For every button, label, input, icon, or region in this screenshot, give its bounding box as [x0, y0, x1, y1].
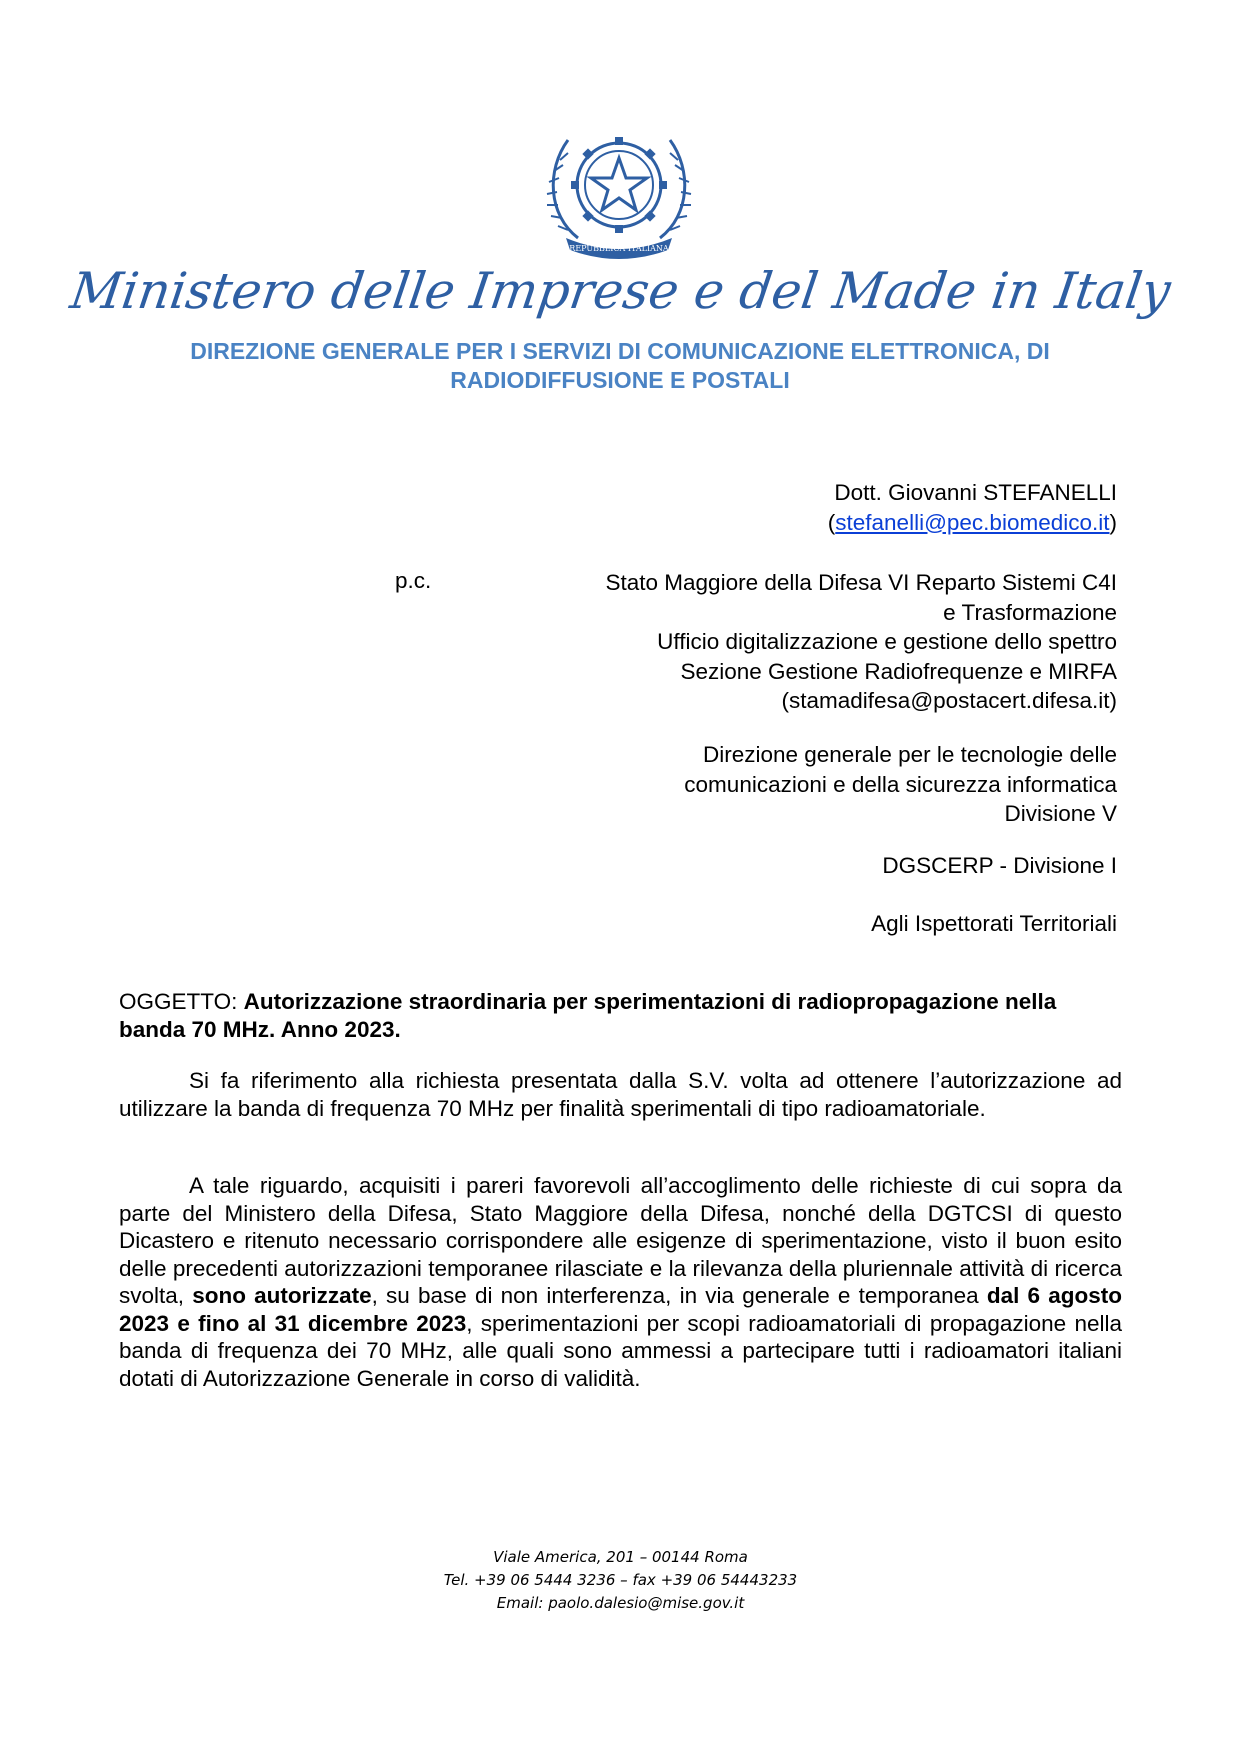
italian-republic-emblem-icon: [538, 110, 700, 260]
direzione-line-1: DIREZIONE GENERALE PER I SERVIZI DI COMUNICAZIONE ELETTRONICA, DI: [190, 338, 1050, 364]
ministry-name: Ministero delle Imprese e del Made in Italy: [66, 262, 1175, 320]
recipient-block: [828, 478, 1117, 537]
direzione-heading: [120, 337, 1120, 395]
recipient-email-link[interactable]: stefanelli@pec.biomedico.it: [835, 509, 1110, 535]
footer-email: Email: paolo.dalesio@mise.gov.it: [496, 1594, 745, 1612]
para2-bold-authorized: sono autorizzate: [192, 1283, 372, 1308]
paragraph-1: Si fa riferimento alla richiesta presentata dalla S.V. volta ad ottenere l’autorizzazione ad utilizzare la banda di frequenza 70 MHz per finalità sperimentali di tipo radioamatoriale.: [119, 1068, 1122, 1121]
cc-block-3: DGSCERP - Divisione I: [882, 853, 1117, 878]
cc-block-4: Agli Ispettorati Territoriali: [871, 911, 1117, 936]
cc-label: p.c.: [395, 568, 432, 593]
paragraph-2: [119, 1172, 1122, 1392]
cc-line: Ufficio digitalizzazione e gestione dello spettro: [657, 629, 1117, 654]
emblem-ribbon-text: REPUBBLICA ITALIANA: [569, 244, 669, 253]
close-paren: ): [1109, 509, 1117, 535]
direzione-line-2: RADIODIFFUSIONE E POSTALI: [450, 367, 790, 393]
recipient-email-line: [828, 508, 1117, 538]
footer-phone: Tel. +39 06 5444 3236 – fax +39 06 54443233: [443, 1571, 798, 1589]
cc-line: Direzione generale per le tecnologie delle: [702, 742, 1117, 767]
para2-part-e: , sperimentazioni per scopi radioamatoriali di propagazione nella banda di frequenza dei 70 MHz, alle quali sono ammessi a partecipare tutti i radioamatori italiani dotati di Autorizzazione Generale in corso di validità.: [119, 1310, 1122, 1391]
para2-part-c: , su base di non interferenza, in via generale e temporanea: [371, 1283, 987, 1308]
open-paren: (: [827, 509, 836, 535]
cc-line: Sezione Gestione Radiofrequenze e MIRFA: [680, 658, 1117, 684]
cc-block-1: [606, 568, 1118, 716]
subject-text: Autorizzazione straordinaria per sperimentazioni di radiopropagazione nella banda 70 MHz. Anno 2023.: [119, 989, 1057, 1042]
footer-address: Viale America, 201 – 00144 Roma: [493, 1548, 748, 1566]
footer: [0, 1546, 1241, 1615]
cc-line: Stato Maggiore della Difesa VI Reparto Sistemi C4I: [605, 570, 1117, 595]
recipient-name: Dott. Giovanni STEFANELLI: [834, 480, 1117, 505]
subject-label: OGGETTO:: [119, 989, 244, 1014]
cc-line: e Trasformazione: [943, 599, 1117, 625]
cc-block-2: [684, 740, 1117, 829]
para2-part-a: A tale riguardo, acquisiti i pareri favorevoli all’accoglimento delle richieste di cui sopra da parte del Ministero della Difesa, Stato Maggiore della Difesa, nonché della DGTCSI di questo Dicastero e ritenuto necessario corrispondere alle esigenze di sperimentazione, visto il buon esito delle precedenti autorizzazioni temporanee rilasciate e la rilevanza della pluriennale attività di ricerca svolta,: [119, 1173, 1122, 1308]
cc-line: Divisione V: [1004, 801, 1117, 826]
subject-line: [119, 988, 1122, 1043]
cc-line: (stamadifesa@postacert.difesa.it): [781, 688, 1117, 713]
para2-bold-dates: dal 6 agosto 2023 e fino al 31 dicembre 2023: [119, 1283, 1122, 1336]
cc-line: comunicazioni e della sicurezza informatica: [684, 771, 1117, 797]
